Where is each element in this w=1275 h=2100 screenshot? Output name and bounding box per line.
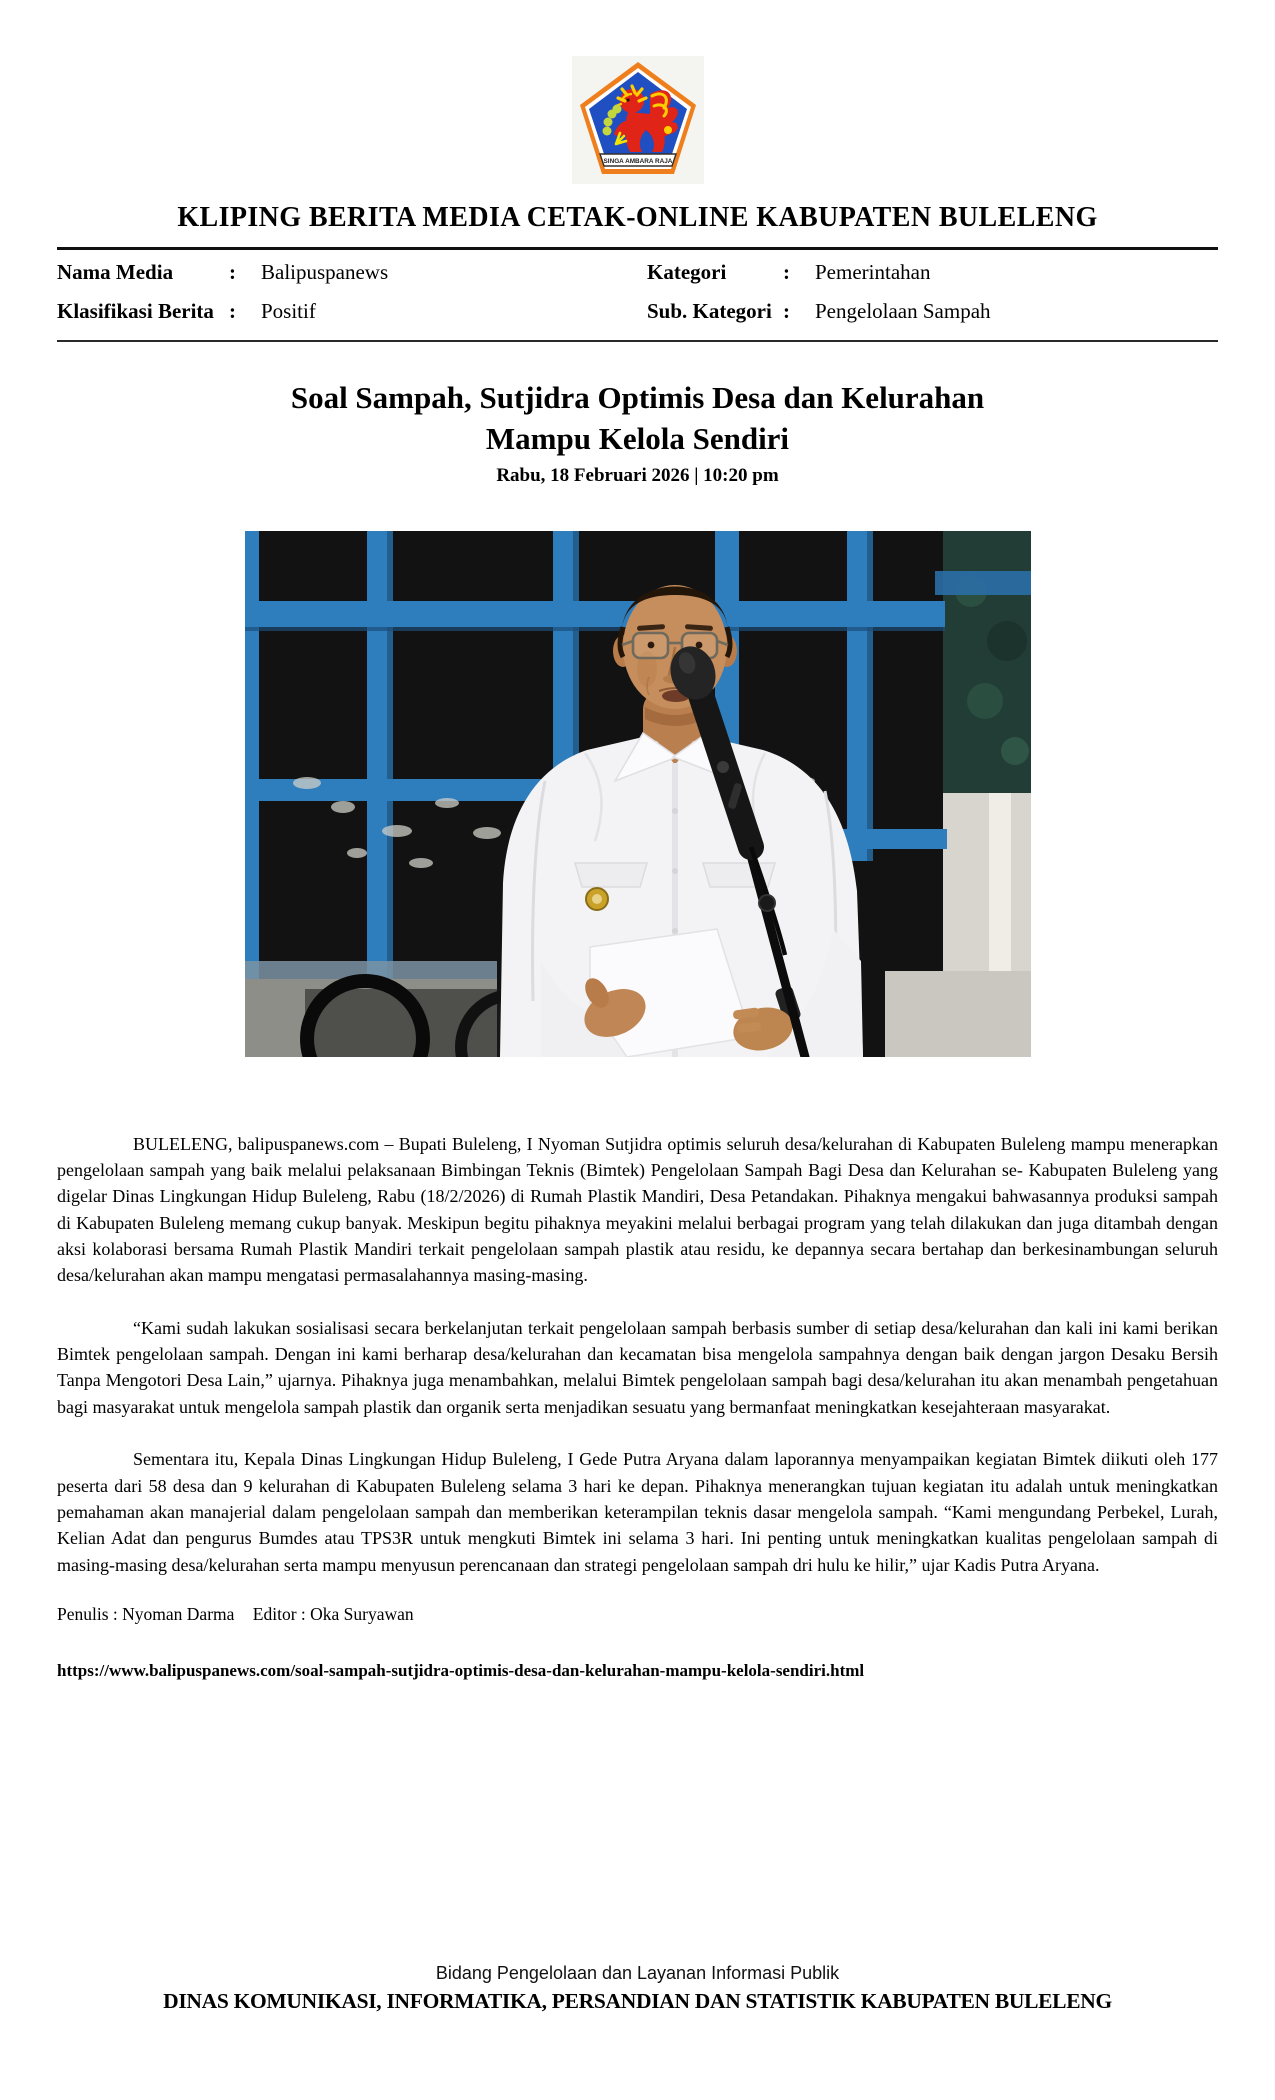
- metadata-right-column: [617, 259, 1218, 326]
- page-footer: [0, 1963, 1275, 2014]
- klasifikasi-label: Klasifikasi Berita: [57, 299, 214, 324]
- article-paragraph-2: “Kami sudah lakukan sosialisasi secara berkelanjutan terkait pengelolaan sampah berbasis sumber di setiap desa/kelurahan dan kali ini kami berikan Bimtek pengelolaan sampah. Dengan ini kami berharap desa/kelurahan dan kecamatan bisa mengelola sampahnya dengan baik dengan jargon Desaku Bersih Tanpa Mengotori Desa Lain,” ujarnya. Pihaknya juga menambahkan, melalui Bimtek pengelolaan sampah bagi desa/kelurahan itu akan menambah pengetahuan bagi masyarakat untuk mengelola sampah plastik dan organik serta menjadikan sesuatu yang bermanfaat meningkatkan kesejahteraan masyarakat.: [57, 1317, 1218, 1417]
- header-divider-bottom: [57, 340, 1218, 342]
- metadata-row-klasifikasi: [57, 298, 617, 325]
- article-dateline: Rabu, 18 Februari 2026 | 10:20 pm: [496, 464, 779, 486]
- sub-kategori-value: Pengelolaan Sampah: [815, 299, 991, 324]
- article-title-line1: Soal Sampah, Sutjidra Optimis Desa dan Kelurahan: [290, 379, 985, 415]
- article-title-line2: Mampu Kelola Sendiri: [485, 420, 790, 456]
- metadata-row-kategori: [647, 259, 1218, 286]
- metadata-row-sub-kategori: [647, 298, 1218, 325]
- buleleng-crest-logo: [572, 56, 704, 184]
- article-title: [57, 378, 1218, 460]
- metadata-left-column: [57, 259, 617, 326]
- colon-separator: :: [229, 260, 236, 285]
- colon-separator: :: [783, 260, 790, 285]
- document-title: KLIPING BERITA MEDIA CETAK-ONLINE KABUPATEN BULELENG: [177, 202, 1098, 233]
- header-logo-area: [57, 0, 1218, 184]
- klasifikasi-value: Positif: [261, 299, 316, 324]
- singa-ambara-raja-crest-icon: [572, 56, 704, 184]
- metadata-table: [57, 250, 1218, 330]
- sub-kategori-label: Sub. Kategori: [647, 299, 772, 324]
- crest-banner-text: SINGA AMBARA RAJA: [603, 158, 672, 165]
- article-byline: [57, 1604, 1218, 1625]
- kategori-label: Kategori: [647, 260, 727, 285]
- nama-media-label: Nama Media: [57, 260, 174, 285]
- colon-separator: :: [783, 299, 790, 324]
- kategori-value: Pemerintahan: [815, 260, 931, 285]
- speaker-at-podium-photo: [245, 531, 1031, 1057]
- article-source-url[interactable]: https://www.balipuspanews.com/soal-sampah-sutjidra-optimis-desa-dan-kelurahan-mampu-kelola-sendiri.html: [57, 1660, 865, 1680]
- colon-separator: :: [229, 299, 236, 324]
- article-paragraph-1: BULELENG, balipuspanews.com – Bupati Buleleng, I Nyoman Sutjidra optimis seluruh desa/kelurahan di Kabupaten Buleleng mampu menerapkan pengelolaan sampah yang baik melalui pelaksanaan Bimbingan Teknis (Bimtek) Pengelolaan Sampah Bagi Desa dan Kelurahan se- Kabupaten Buleleng yang digelar Dinas Lingkungan Hidup Buleleng, Rabu (18/2/2026) di Rumah Plastik Mandiri, Desa Petandakan. Pihaknya mengakui bahwasannya produksi sampah di Kabupaten Buleleng memang cukup banyak. Meskipun begitu pihaknya meyakini melalui berbagai program yang telah dilakukan dan juga ditambah dengan aksi kolaborasi bersama Rumah Plastik Mandiri terkait pengelolaan sampah plastik atau residu, ke depannya secara bertahap dan berkesinambungan seluruh desa/kelurahan akan mampu mengatasi permasalahannya masing-masing.: [57, 1133, 1218, 1286]
- byline-editor: Editor : Oka Suryawan: [252, 1603, 414, 1624]
- article-photo: [57, 531, 1218, 1057]
- article-paragraph-3: Sementara itu, Kepala Dinas Lingkungan Hidup Buleleng, I Gede Putra Aryana dalam laporannya menyampaikan kegiatan Bimtek diikuti oleh 177 peserta dari 58 desa dan 9 kelurahan di Kabupaten Buleleng selama 3 hari ke depan. Pihaknya menerangkan tujuan kegiatan itu adalah untuk meningkatkan pemahaman akan manajerial dalam pengelolaan sampah dan memberikan keterampilan teknis dasar mengelola sampah. “Kami mengundang Perbekel, Lurah, Kelian Adat dan pengurus Bumdes atau TPS3R untuk mengkuti Bimtek ini selama 3 hari. Ini penting untuk meningkatkan kualitas pengelolaan sampah di masing-masing desa/kelurahan serta mampu menyusun perencanaan dan strategi pengelolaan sampah dri hulu ke hilir,” ujar Kadis Putra Aryana.: [57, 1449, 1218, 1575]
- nama-media-value: Balipuspanews: [261, 260, 389, 285]
- byline-penulis: Penulis : Nyoman Darma: [57, 1603, 235, 1624]
- footer-agency-name: DINAS KOMUNIKASI, INFORMATIKA, PERSANDIAN DAN STATISTIK KABUPATEN BULELENG: [163, 1989, 1112, 2013]
- metadata-row-nama-media: [57, 259, 617, 286]
- footer-division-name: Bidang Pengelolaan dan Layanan Informasi Publik: [435, 1963, 840, 1983]
- article-body: [57, 1131, 1218, 1578]
